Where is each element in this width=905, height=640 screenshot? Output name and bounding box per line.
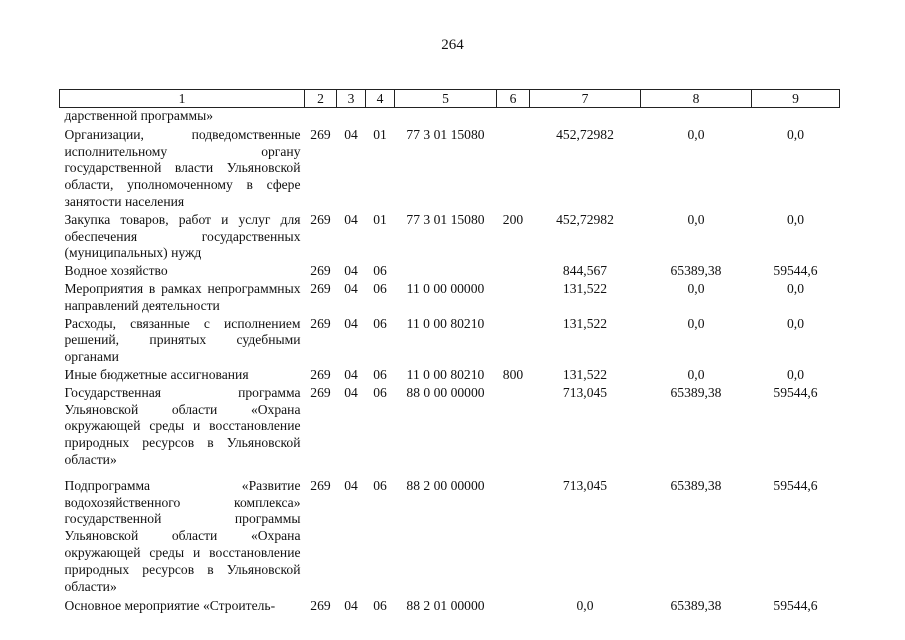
header-col-1: 1 [60,90,305,108]
cell-c3: 04 [344,263,358,279]
cell-c5: 11 0 00 80210 [406,366,485,382]
cell-c6: 200 [502,211,524,227]
cell-c2: 269 [310,126,331,142]
cell-c5: 88 2 00 00000 [406,477,485,493]
cell-c4: 06 [373,366,387,382]
cell-c6 [497,281,530,316]
row-name: Подпрограмма «Развитие водохозяйственного комплекса» государственной программы Ульяновской области «Охрана окружающей среды и восстановление природных ресурсов в Ульяновской области» [64,477,301,594]
header-col-4: 4 [366,90,395,108]
cell-c7: 452,72982 [556,211,614,227]
cell-c6 [497,108,530,125]
cell-c3: 04 [344,315,358,331]
cell-c8: 0,0 [687,211,705,227]
cell-c9: 59544,6 [773,598,818,614]
cell-c4: 06 [373,280,387,296]
cell-c9: 0,0 [787,366,804,382]
header-col-7: 7 [530,90,641,108]
cell-c5: 88 2 01 00000 [406,598,485,614]
cell-c8: 65389,38 [670,477,722,493]
page-number: 264 [441,37,464,53]
row-name: Организации, подведомственные исполнительному органу государственной власти Ульяновской области, уполномоченному в сфере занятости населения [64,126,301,209]
cell-c8: 0,0 [687,315,705,331]
cell-c7: 713,045 [562,384,608,400]
cell-c7: 713,045 [562,477,608,493]
cell-c2: 269 [310,315,331,331]
table-body [60,108,840,617]
cell-c8: 0,0 [687,366,705,382]
cell-c2: 269 [310,598,331,614]
cell-c2: 269 [310,384,331,400]
cell-c5: 88 0 00 00000 [406,384,485,400]
row-name: Иные бюджетные ассигнования [64,366,249,382]
header-col-5: 5 [395,90,497,108]
cell-c7: 452,72982 [556,126,614,142]
cell-c6 [497,125,530,212]
table-row [60,596,840,616]
table-row [60,367,840,385]
header-col-2: 2 [305,90,337,108]
cell-c2 [305,108,337,125]
cell-c9 [752,108,840,125]
cell-c6: 800 [502,366,524,382]
row-name: Мероприятия в рамках непрограммных направлений деятельности [64,280,301,313]
cell-c6 [497,385,530,470]
cell-c3 [337,108,366,125]
cell-c9: 59544,6 [773,384,818,400]
cell-c5 [395,108,497,125]
cell-c2: 269 [310,477,331,493]
cell-c4: 06 [373,315,387,331]
cell-c3: 04 [344,384,358,400]
cell-c8: 65389,38 [670,263,722,279]
table-row [60,263,840,281]
cell-c9: 59544,6 [773,477,818,493]
cell-c3: 04 [344,598,358,614]
row-name: Расходы, связанные с исполнением решений, принятых судебными органами [64,315,301,365]
table-row [60,316,840,367]
cell-c7: 131,522 [562,315,608,331]
cell-c9: 0,0 [787,315,804,331]
cell-c3: 04 [344,366,358,382]
cell-c4: 06 [373,384,387,400]
table-row [60,470,840,597]
cell-c9: 0,0 [787,126,804,142]
row-name: Закупка товаров, работ и услуг для обеспечения государственных (муниципальных) нужд [64,211,301,261]
cell-c7 [530,108,641,125]
table-row [60,125,840,212]
cell-c9: 0,0 [787,280,804,296]
cell-c7: 131,522 [562,280,608,296]
cell-c6 [497,263,530,281]
cell-c9: 0,0 [787,211,804,227]
cell-c2: 269 [310,211,331,227]
cell-c3: 04 [344,126,358,142]
cell-c8: 0,0 [687,126,705,142]
cell-c5: 77 3 01 15080 [406,126,485,142]
header-col-9: 9 [752,90,840,108]
cell-c2: 269 [310,263,331,279]
row-name: Водное хозяйство [64,263,168,279]
cell-c8: 65389,38 [670,598,722,614]
table-row [60,108,840,125]
header-col-6: 6 [497,90,530,108]
cell-c9: 59544,6 [773,263,818,279]
cell-c6 [497,596,530,616]
cell-c7: 844,567 [562,263,608,279]
budget-table [59,89,840,616]
cell-c5 [395,263,497,281]
cell-c3: 04 [344,211,358,227]
cell-c4 [366,108,395,125]
cell-c7: 131,522 [562,366,608,382]
cell-c4: 06 [373,477,387,493]
cell-c5: 77 3 01 15080 [406,211,485,227]
cell-c2: 269 [310,366,331,382]
table-row [60,212,840,263]
cell-c8: 0,0 [687,280,705,296]
cell-c5: 11 0 00 00000 [406,280,485,296]
header-row [60,90,840,108]
cell-c3: 04 [344,280,358,296]
row-name: Основное мероприятие «Строитель- [64,598,276,614]
row-name: Государственная программа Ульяновской области «Охрана окружающей среды и восстановление природных ресурсов в Ульяновской области» [64,384,301,467]
cell-c8: 65389,38 [670,384,722,400]
header-col-8: 8 [641,90,752,108]
table-header [60,90,840,108]
row-name: дарственной программы» [64,108,214,123]
table-row [60,385,840,470]
cell-c5: 11 0 00 80210 [406,315,485,331]
cell-c7: 0,0 [576,598,594,614]
cell-c6 [497,316,530,367]
cell-c4: 01 [373,211,387,227]
cell-c8 [641,108,752,125]
cell-c4: 06 [373,263,387,279]
table-row [60,281,840,316]
cell-c6 [497,470,530,597]
cell-c2: 269 [310,280,331,296]
header-col-3: 3 [337,90,366,108]
cell-c4: 01 [373,126,387,142]
cell-c4: 06 [373,598,387,614]
cell-c3: 04 [344,477,358,493]
